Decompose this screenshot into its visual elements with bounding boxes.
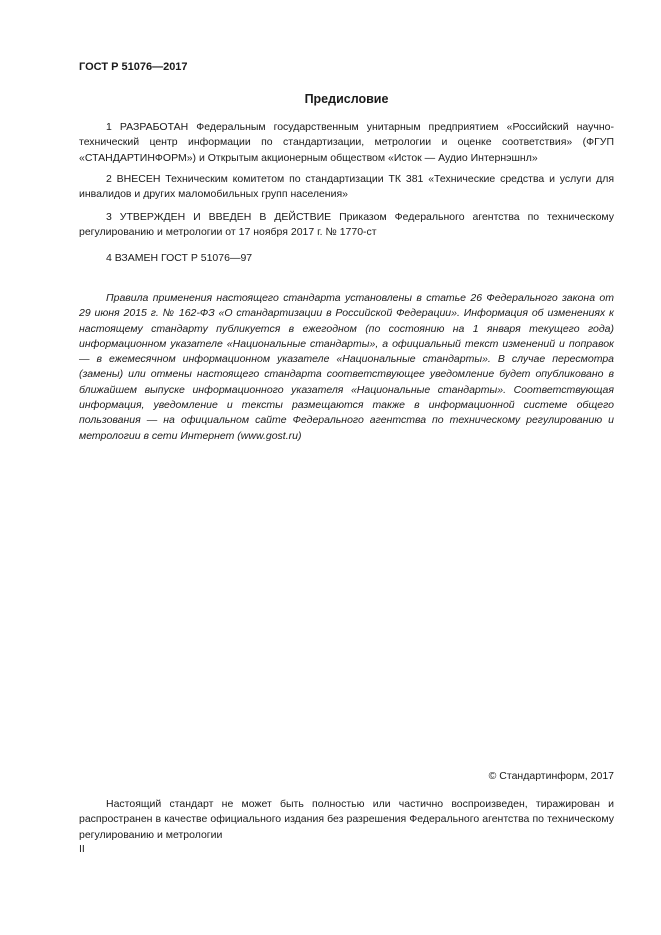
item-text: Приказом Федерального агентства по техническому регулированию и метрологии от 17 ноября 2017 г. № 1770-ст <box>79 211 614 239</box>
page-number: II <box>79 843 85 855</box>
preface-item-introduced <box>79 172 614 203</box>
preface-item-replaces <box>79 251 614 266</box>
application-notice: Правила применения настоящего стандарта установлены в статье 26 Федерального закона от 29 июня 2015 г. № 162-ФЗ «О стандартизации в Российской Федерации». Информация об изменениях к настоящему стандарту публикуется в ежегодном (по состоянию на 1 января текущего года) информационном указателе «Национальные стандарты», а официальный текст изменений и поправок — в ежемесячном информационном указателе «Национальные стандарты». В случае пересмотра (замены) или отмены настоящего стандарта соответствующее уведомление будет опубликовано в ближайшем выпуске информационного указателя «Национальные стандарты». Соответствующая информация, уведомление и тексты размещаются также в информационной системе общего пользования — на официальном сайте Федерального агентства по техническому регулированию и метрологии в сети Интернет (www.gost.ru) <box>79 292 614 442</box>
item-lead: 4 ВЗАМЕН ГОСТ Р 51076—97 <box>106 252 253 264</box>
document-code: ГОСТ Р 51076—2017 <box>79 61 188 73</box>
item-lead: 1 РАЗРАБОТАН <box>106 121 189 133</box>
copyright-line: © Стандартинформ, 2017 <box>488 770 614 782</box>
item-lead: 3 УТВЕРЖДЕН И ВВЕДЕН В ДЕЙСТВИЕ <box>106 211 332 223</box>
item-text: Техническим комитетом по стандартизации ТК 381 «Технические средства и услуги для инвалидов и других маломобильных групп населения» <box>79 173 615 201</box>
item-text: Федеральным государственным унитарным предприятием «Российский научно-технический центр информации по стандартизации, метрологии и оценке соответствия» (ФГУП «СТАНДАРТИНФОРМ») и Открытым акционерным обществом «Исток — Аудио Интернэшнл» <box>79 121 614 164</box>
reproduction-notice: Настоящий стандарт не может быть полностью или частично воспроизведен, тиражирован и распространен в качестве официального издания без разрешения Федерального агентства по техническому регулированию и метрологии <box>79 798 614 841</box>
preface-item-approved <box>79 210 614 241</box>
page-title: Предисловие <box>304 92 389 106</box>
preface-item-developed <box>79 120 614 166</box>
item-lead: 2 ВНЕСЕН <box>106 173 161 185</box>
